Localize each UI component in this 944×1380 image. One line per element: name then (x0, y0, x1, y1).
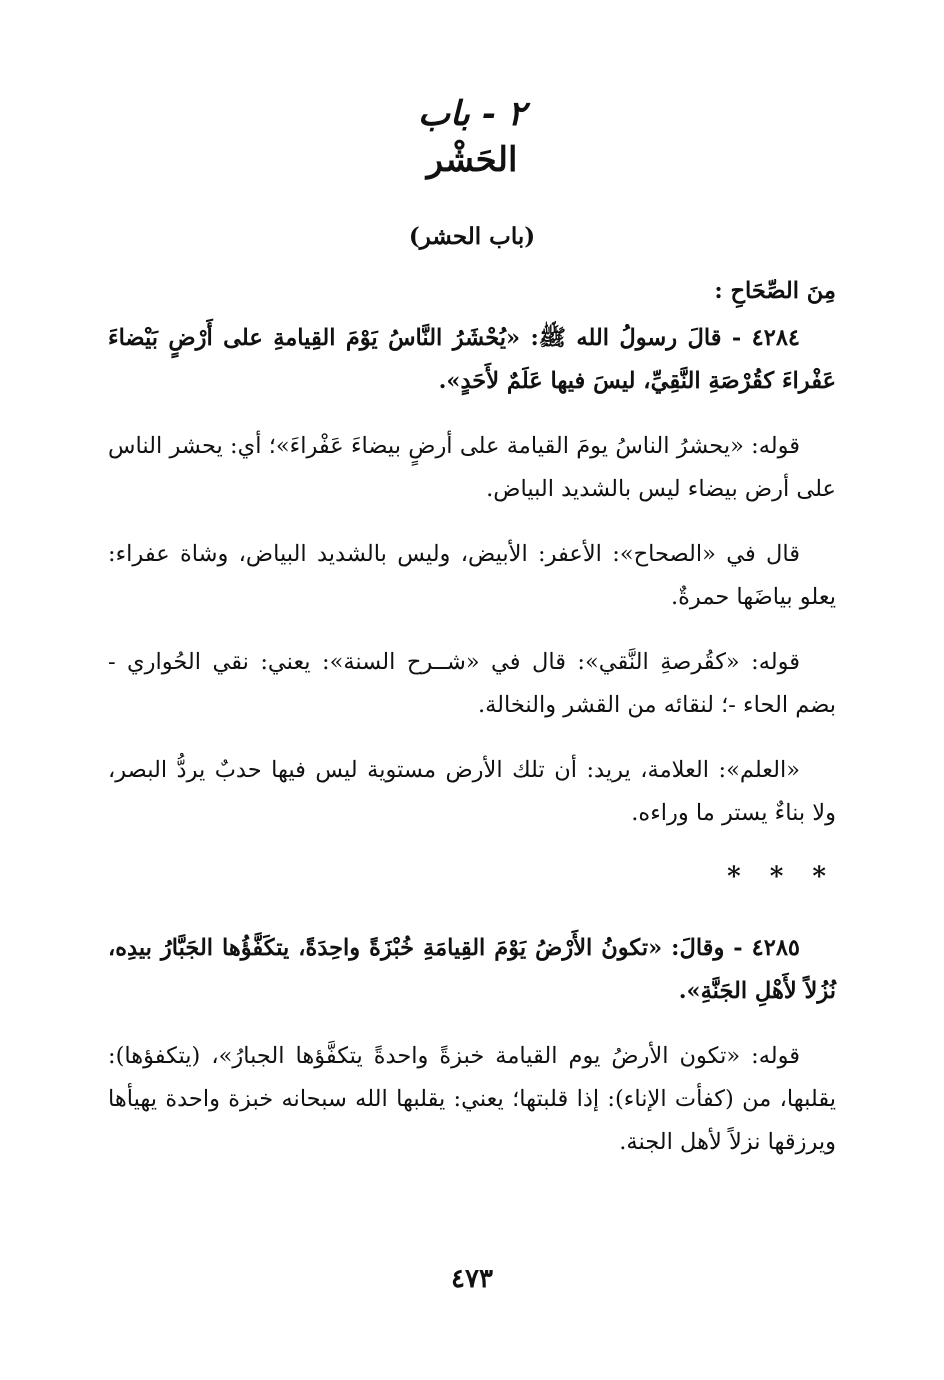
page-number: ٤٧٣ (451, 1264, 493, 1294)
subheading: مِنَ الصِّحَاحِ : (714, 278, 836, 304)
commentary-paragraph: قوله: «كقُرصةِ النَّقي»: قال في «شــرح السنة»: يعني: نقي الحُواري - بضم الحاء -؛ لنقائه من القشر والنخالة. (108, 649, 836, 718)
hadith-4285: ٤٢٨٥ - وقالَ: «تكونُ الأَرْضُ يَوْمَ القِيامَةِ خُبْزَةً واحِدَةً، يتكَفَّؤُها الجَبَّارُ بيدِه، نُزُلاً لأَهْلِ الجَنَّةِ». (108, 935, 836, 1004)
section-title: (باب الحشر) (408, 223, 536, 250)
hadith-4284: ٤٢٨٤ - قالَ رسولُ الله ﷺ: «يُحْشَرُ النَّاسُ يَوْمَ القِيامةِ على أَرْضٍ بَيْضاءَ عَفْراءَ كقُرْصَةِ النَّقِيِّ، ليسَ فيها عَلَمٌ لأَحَدٍ». (108, 325, 836, 394)
commentary-paragraph: قال في «الصحاح»: الأعفر: الأبيض، وليس بالشديد البياض، وشاة عفراء: يعلو بياضَها حمرةٌ. (108, 541, 836, 610)
page-body (108, 270, 836, 1186)
commentary-paragraph: «العلم»: العلامة، يريد: أن تلك الأرض مستوية ليس فيها حدبٌ يردُّ البصر، ولا بناءٌ يستر ما وراءه. (108, 757, 836, 826)
chapter-number: ٢ - باب (418, 94, 526, 134)
commentary-paragraph: قوله: «يحشرُ الناسُ يومَ القيامة على أرضٍ بيضاءَ عَفْراءَ»؛ أي: يحشر الناس على أرض بيضاء ليس بالشديد البياض. (108, 433, 836, 502)
section-separator: * * * (727, 862, 836, 892)
chapter-title: الحَشْر (426, 140, 518, 180)
commentary-paragraph: قوله: «تكون الأرضُ يوم القيامة خبزةً واحدةً يتكفَّؤها الجبارُ»، (يتكفؤها): يقلبها، من (كفأت الإناء): إذا قلبتها؛ يعني: يقلبها الله سبحانه خبزة واحدة يهيأها ويرزقها نزلاً لأهل الجنة. (108, 1043, 836, 1155)
